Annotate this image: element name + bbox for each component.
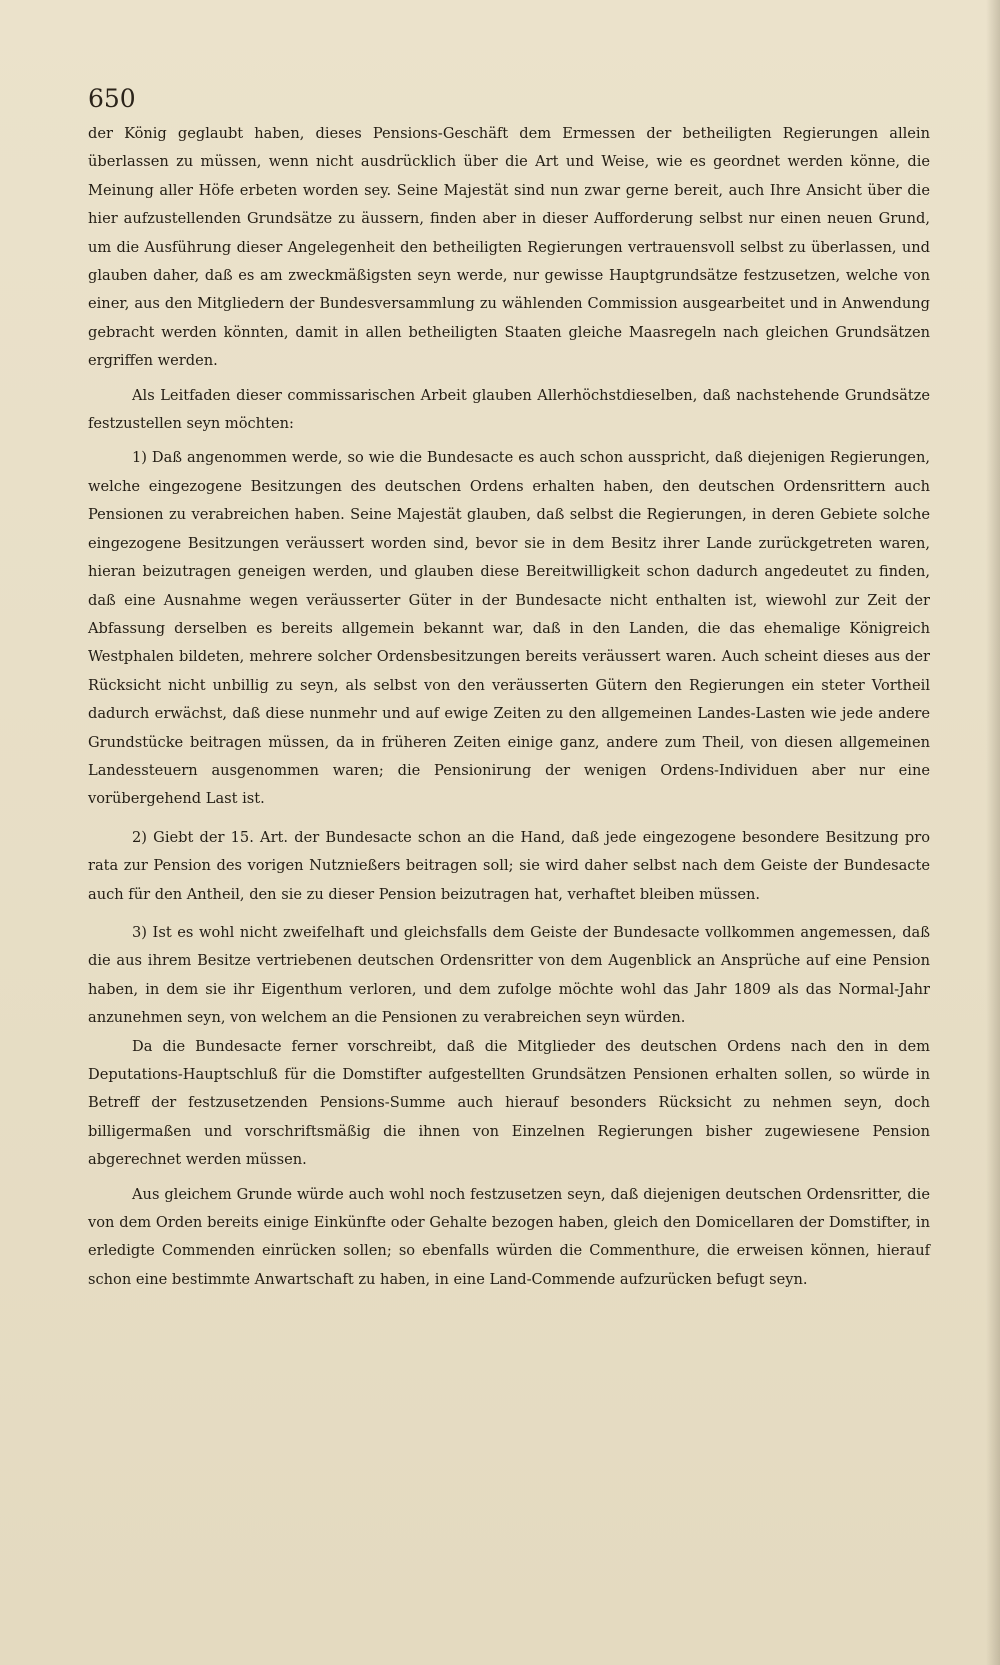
paragraph-point-3: 3) Ist es wohl nicht zweifelhaft und gleichsfalls dem Geiste der Bundesacte vollkommen angemessen, daß die aus ihrem Besitze vertriebenen deutschen Ordensritter von dem Augenblick an Ansprüche auf eine Pension haben, in dem sie ihr Eigenthum verloren, und dem zufolge möchte wohl das Jahr 1809 als das Normal-Jahr anzunehmen seyn, von welchem an die Pensionen zu verabreichen seyn würden. xyxy=(88,923,930,1027)
page-fold-shadow xyxy=(986,0,1000,1665)
paragraph-point-1: 1) Daß angenommen werde, so wie die Bundesacte es auch schon ausspricht, daß diejenigen Regierungen, welche eingezogene Besitzungen des deutschen Ordens erhalten haben, den deutschen Ordensrittern auch Pensionen zu verabreichen haben. Seine Majestät glauben, daß selbst die Regierungen, in deren Gebiete solche eingezogene Besitzungen veräussert worden sind, bevor sie in dem Besitz ihrer Lande zurückgetreten waren, hieran beizutragen geneigen werden, und glauben diese Bereitwilligkeit schon dadurch angedeutet zu finden, daß eine Ausnahme wegen veräusserter Güter in der Bundesacte nicht enthalten ist, wiewohl zur Zeit der Abfassung derselben es bereits allgemein bekannt war, daß in den Landen, die das ehemalige Königreich Westphalen bildeten, mehrere solcher Ordensbesitzungen bereits veräussert waren. Auch scheint dieses aus der Rücksicht nicht unbillig zu seyn, als selbst von den veräusserten Gütern den Regierungen ein steter Vortheil dadurch erwächst, daß diese nunmehr und auf ewige Zeiten zu den allgemeinen Landes-Lasten wie jede andere Grundstücke beitragen müssen, da in früheren Zeiten einige ganz, andere zum Theil, von diesen allgemeinen Landessteuern ausgenommen waren; die Pensionirung der wenigen Ordens-Individuen aber nur eine vorübergehend Last ist. xyxy=(88,449,930,808)
paragraph-bundesacte: Da die Bundesacte ferner vorschreibt, daß die Mitglieder des deutschen Ordens nach den in dem Deputations-Hauptschluß für die Domstifter aufgestellten Grundsätzen Pensionen erhalten sollen, so würde in Betreff der festzusetzenden Pensions-Summe auch hierauf besonders Rücksicht zu nehmen seyn, doch billigermaßen und vorschriftsmäßig die ihnen von Einzelnen Regierungen bisher zugewiesene Pension abgerechnet werden müssen. xyxy=(88,1037,930,1169)
body-text xyxy=(88,120,930,1294)
paragraph-ordensritter: Aus gleichem Grunde würde auch wohl noch festzusetzen seyn, daß diejenigen deutschen Ordensritter, die von dem Orden bereits einige Einkünfte oder Gehalte bezogen haben, gleich den Domicellaren der Domstifter, in erledigte Commenden einrücken sollen; so ebenfalls würden die Commenthure, die erweisen können, hierauf schon eine bestimmte Anwartschaft zu haben, in eine Land-Commende aufzurücken befugt seyn. xyxy=(88,1185,930,1288)
page-number: 650 xyxy=(88,84,136,113)
paragraph-guideline: Als Leitfaden dieser commissarischen Arbeit glauben Allerhöchstdieselben, daß nachstehende Grundsätze festzustellen seyn möchten: xyxy=(88,386,930,433)
paragraph-intro: der König geglaubt haben, dieses Pensions-Geschäft dem Ermessen der betheiligten Regierungen allein überlassen zu müssen, wenn nicht ausdrücklich über die Art und Weise, wie es geordnet werden könne, die Meinung aller Höfe erbeten worden sey. Seine Majestät sind nun zwar gerne bereit, auch Ihre Ansicht über die hier aufzustellenden Grundsätze zu äussern, finden aber in dieser Aufforderung selbst nur einen neuen Grund, um die Ausführung dieser Angelegenheit den betheiligten Regierungen vertrauensvoll selbst zu überlassen, und glauben daher, daß es am zweckmäßigsten seyn werde, nur gewisse Hauptgrundsätze festzusetzen, welche von einer, aus den Mitgliedern der Bundesversammlung zu wählenden Commission ausgearbeitet und in Anwendung gebracht werden könnten, damit in allen betheiligten Staaten gleiche Maasregeln nach gleichen Grundsätzen ergriffen werden. xyxy=(88,125,930,370)
paragraph-point-2: 2) Giebt der 15. Art. der Bundesacte schon an die Hand, daß jede eingezogene besondere Besitzung pro rata zur Pension des vorigen Nutznießers beitragen soll; sie wird daher selbst nach dem Geiste der Bundesacte auch für den Antheil, den sie zu dieser Pension beizutragen hat, verhaftet bleiben müssen. xyxy=(88,828,930,903)
